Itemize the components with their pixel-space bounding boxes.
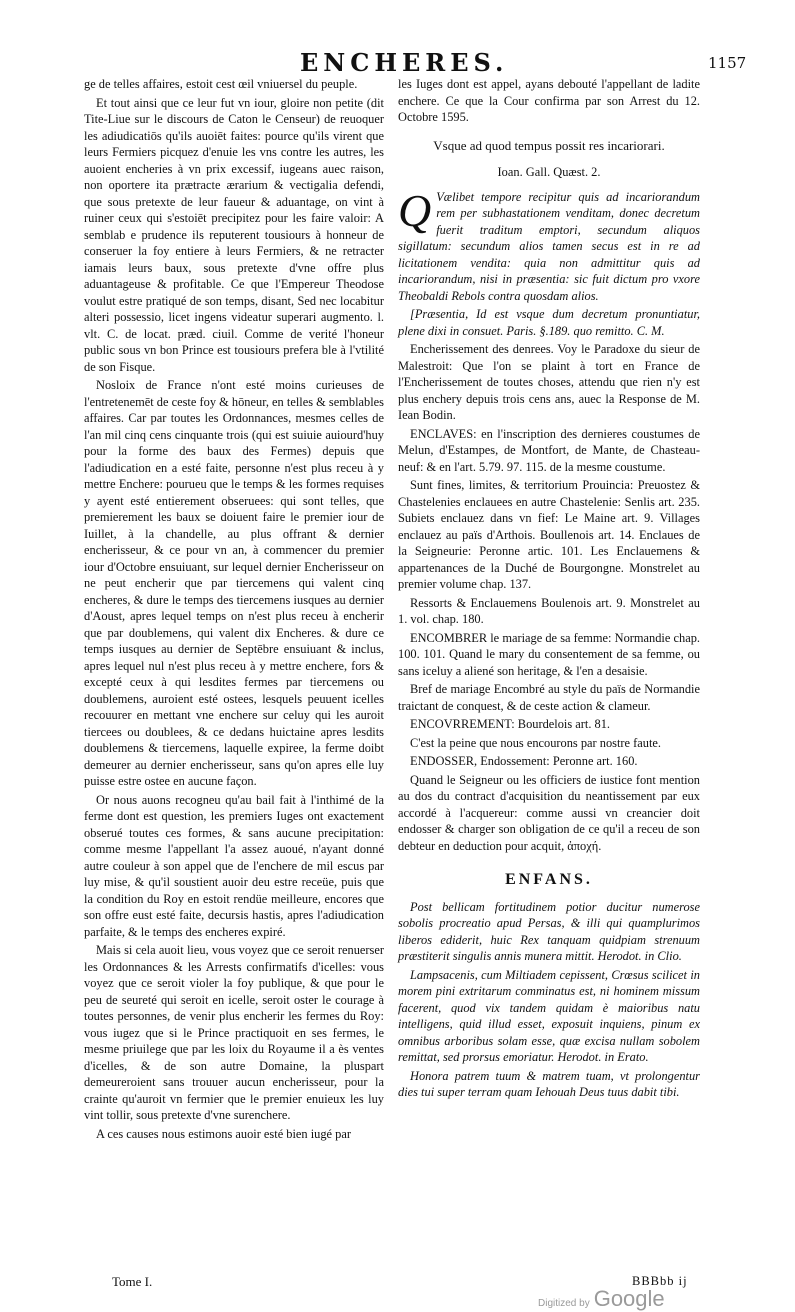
paragraph: Mais si cela auoit lieu, vous voyez que ce seroit renuerser les Ordonnances & les Arrests confirmatifs d'icelles: vous voyez que ce seroit violer la foy publique, & que pour le peu de seureté qui seroit en icelle, seroit oster le courage à toutes personnes, de venir plus encherir les fermes du Roy: vous iugez que si le Prince practiquoit en ses fermes, le mesme priuilege que par les loix du Royaume il a ès ventes d'icelles, & de son autre Domaine, la pluspart demeureroient sans trouuer aucun encherisseur, pour la crainte qu'auroit vn fermier que le premier enuieux les luy vint tollir, sous pretexte d'vne surenchere. [84,943,384,1122]
paragraph: ENCOMBRER le mariage de sa femme: Normandie chap. 100. 101. Quand le mary du consentement de sa femme, ou sans iceluy a aliené son heritage, & l'en a desaisie. [398,630,700,678]
watermark-prefix: Digitized by [538,1298,590,1309]
paragraph: A ces causes nous estimons auoir esté bien iugé par [96,1126,351,1141]
latin-quote [398,184,700,305]
signature-mark: BBBbb ij [632,1274,688,1288]
latin-paragraph: Lampsacenis, cum Miltiadem cepissent, Crœsus scilicet in morem pini extritarum comminatus est, ni hominem missum facerent, quod vix tandem quidam è maioribus natu intelligens, quid illud esset, exposuit inquiens, pinum ex omnibus arboribus solam esse, quæ excisa nullam sobolem remittat, sed prorsus emoriatur. Herodot. in Erato. [398,967,700,1064]
paragraph: les Iuges dont est appel, ayans debouté l'appellant de ladite enchere. Ce que la Cour confirma par son Arrest du 12. Octobre 1595. [398,77,700,124]
digitized-watermark [538,1286,665,1312]
paragraph: Quand le Seigneur ou les officiers de iustice font mention au dos du contract d'acquisition du neantissement par eux accordé à l'acquereur: comme aussi vn creancier doit endosser & charger son obligation de ce qu'il a receu de son debteur en deduction pour acquit, ἀποχή. [398,772,700,853]
paragraph: Bref de mariage Encombré au style du païs de Normandie traictant de conquest, & de ceste action & clameur. [398,682,700,713]
section-title: ENFANS. [505,871,593,888]
right-column [398,76,700,1103]
paragraph: Or nous auons recogneu qu'au bail fait à l'inthimé de la ferme dont est question, les premiers Iuges ont exactement obserué toutes ces formes, & sans aucune precipitation: comme mesme l'appellant l'a assez auoué, n'ayant donné autre couleur à son appel que de l'enchere de mil escus par luy mise, & qu'il soustient auoir deu estre receüe, puis que la condition du Roy en estoit rendüe meilleure, encores que son offre eust esté faite, decursis hastis, apres l'adiudication parfaite, & le temps des encheres expiré. [84,792,384,939]
paragraph: Nosloix de France n'ont esté moins curieuses de l'entretenemēt de ceste foy & hōneur, en telles & semblables affaires. Car par toutes les Ordonnances, mesmes celles de l'an mil cinq cens cinquante trois (qui est suiuie auiourd'huy pour la forme des baux des Fermes) depuis que l'adiudication en a esté faite, personne n'est plus receu à y mettre Enchere: pourueu que le temps & les formes requises y ayent esté entierement obseruees: qui sont telles, que premierement les baux se doiuent faire le premier iour de Iuillet, à la chandelle, au plus offrant & dernier encherisseur, & ce pour vn an, à commencer du premier iour d'Octobre ensuiuant, sur lequel dernier Encherisseur on ne peut encherir que par tiercemens qui valent cinq encheres, & dure le temps des tiercemens iusques au dernier d'Aoust, apres lequel temps on n'est plus receu à encherir que par doublemens, qui valent dix Encheres. & dure ce temps iusques au dernier de Septēbre ensuiuant & inclus, apres lequel nul n'est plus receu à y mettre enchere, fors & excepté ceux à qui lesdites fermes par tiercemens ou doublemens, auroient esté ostees, lesquels peuuent icelles recouurer en mettant vne enchere sur celuy qui les auroit tiercees ou doublees, & ce dedans huictaine apres lesdits doublemens & tiercemens, laquelle expiree, la ferme doibt demeurer au dernier encherisseur, sans qu'on apres elle luy puisse estre ostee en aucune façon. [84,378,384,788]
paragraph: Et tout ainsi que ce leur fut vn iour, gloire non petite (dit Tite-Liue sur le discours de Caton le Censeur) de reuoquer les adiudicatiōs qu'ils auoiēt faites: pource qu'ils virent que leurs Fermiers picquez d'enuie les vns contre les autres, les auoient encheries à vn prix excessif, iugeans auec raison, non oportere ita prætracte ærarium & vectigalia defendi, que sous pretexte de leur faueur & aduantage, on vint à ruiner ceux qui s'estoiēt precipitez pour les faire valoir: A semblab e prudence ils reputerent tousiours à honneur de conseruer la foy entiere à leurs Fermiers, & ne retracter iamais leurs baux, sous pretexte d'vne offre plus aduantageuse & profitable. Ce que l'Empereur Theodose voulut estre pratiqué de son temps, disant, Sed nec locabitur alteri possessio, licet ingens videatur superari augmento. l. vlt. C. de locat. præd. ciuil. Comme de verité l'honeur public sous vn bon Prince est tousiours prefera ble à l'vtilité de son Fisque. [84,95,384,374]
latin-paragraph: Post bellicam fortitudinem potior ducitur numerose sobolis procreatio apud Persas, & illi qui quamplurimos liberos ediderit, huic Rex tanquam quidpiam strenuum præstiterit singulis annis munera mittit. Herodot. in Clio. [398,899,700,963]
paragraph: C'est la peine que nous encourons par nostre faute. [410,735,662,750]
google-logo: Google [593,1286,665,1311]
drop-cap: Q [398,184,432,236]
paragraph: Sunt fines, limites, & territorium Prouincia: Preuostez & Chastelenies enclauees en autre Chastelenie: Senlis art. 235. Subiets enclauez dans vn fief: Le Maine art. 9. Villages enclauez au païs d'Arthois. Boullenois art. 14. Enclaues de la Seigneurie: Peronne artic. 101. Les Enclauemens & appartenances de la Duché de Bourgongne. Monstrelet au premier volume chap. 137. [398,478,700,591]
paragraph: ENDOSSER, Endossement: Peronne art. 160. [410,754,638,768]
annotation: [Præsentia, Id est vsque dum decretum pronuntiatur, plene dixi in consuet. Paris. §.189. quo remitto. C. M. [398,307,700,338]
paragraph: ge de telles affaires, estoit cest œil vniuersel du peuple. [84,77,358,91]
latin-quote-text: Vælibet tempore recipitur quis ad incariorandum rem per subhastationem venditam, donec decretum fuerit traditum emptori, secundum aliquos sigillatum: secundum alios tamen secus est in re ad licitationem vendita: quia non admittitur quis ad incariorandum, nisi in præsentia: sic fuit dictum pro vxore Theobaldi Rebols contra quosdam alios. [398,189,700,303]
volume-label: Tome I. [112,1274,153,1289]
paragraph: ENCLAVES: en l'inscription des dernieres coustumes de Melun, d'Estampes, de Montfort, de Mante, de Chasteau-neuf: & en l'art. 5.79. 97. 115. de la mesme coustume. [398,426,700,474]
paragraph: ENCOVRREMENT: Bourdelois art. 81. [410,717,611,731]
left-column [84,76,384,1144]
quote-heading: Vsque ad quod tempus possit res incariorari. [433,137,665,153]
paragraph: Ressorts & Enclauemens Boulenois art. 9. Monstrelet au 1. vol. chap. 180. [398,595,700,626]
quote-source: Ioan. Gall. Quæst. 2. [497,165,601,179]
running-title: ENCHERES. [300,48,509,77]
latin-paragraph: Honora patrem tuum & matrem tuam, vt prolongentur dies tui super terram quam Iehouah Deus tuus dabit tibi. [398,1068,700,1099]
page-number: 1157 [708,54,747,72]
paragraph: Encherissement des denrees. Voy le Paradoxe du sieur de Malestroit: Que l'on se plaint à tort en France de l'Encherissement de toutes choses, attendu que rien n'y est plus enchery depuis trois cens ans, auec la Response de M. Iean Bodin. [398,342,700,422]
